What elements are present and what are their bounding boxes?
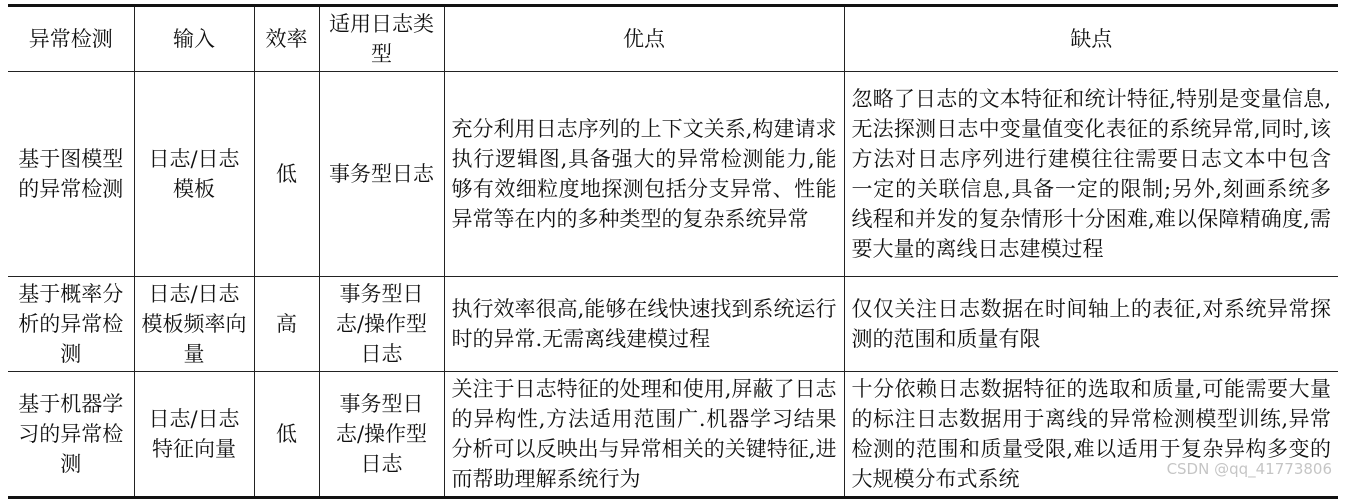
cell-pros: 充分利用日志序列的上下文关系,构建请求执行逻辑图,具备强大的异常检测能力,能够有效细粒度地探测包括分支异常、性能异常等在内的多种类型的复杂系统异常 — [444, 72, 844, 277]
table-row — [8, 372, 1338, 498]
cell-log-type: 事务型日志/操作型日志 — [319, 277, 444, 372]
cell-cons: 十分依赖日志数据特征的选取和质量,可能需要大量的标注日志数据用于离线的异常检测模型训练,异常检测的范围和质量受限,难以适用于复杂异构多变的大规模分布式系统 — [844, 372, 1338, 498]
cell-input: 日志/日志模板频率向量 — [134, 277, 254, 372]
header-method: 异常检测 — [8, 6, 134, 72]
table-row — [8, 72, 1338, 277]
cell-efficiency: 高 — [254, 277, 319, 372]
cell-log-type: 事务型日志/操作型日志 — [319, 372, 444, 498]
cell-cons: 仅仅关注日志数据在时间轴上的表征,对系统异常探测的范围和质量有限 — [844, 277, 1338, 372]
cell-method: 基于图模型的异常检测 — [8, 72, 134, 277]
cell-method: 基于机器学习的异常检测 — [8, 372, 134, 498]
header-row — [8, 6, 1338, 72]
cell-log-type: 事务型日志 — [319, 72, 444, 277]
header-cons: 缺点 — [844, 6, 1338, 72]
watermark: CSDN @qq_41773806 — [1166, 460, 1332, 478]
table-row — [8, 277, 1338, 372]
cell-efficiency: 低 — [254, 72, 319, 277]
header-efficiency: 效率 — [254, 6, 319, 72]
cell-input: 日志/日志特征向量 — [134, 372, 254, 498]
cell-cons: 忽略了日志的文本特征和统计特征,特别是变量信息,无法探测日志中变量值变化表征的系统异常,同时,该方法对日志序列进行建模往往需要日志文本中包含一定的关联信息,具备一定的限制;另外,刻画系统多线程和并发的复杂情形十分困难,难以保障精确度,需要大量的离线日志建模过程 — [844, 72, 1338, 277]
cell-pros: 执行效率很高,能够在线快速找到系统运行时的异常.无需离线建模过程 — [444, 277, 844, 372]
cell-input: 日志/日志模板 — [134, 72, 254, 277]
cell-method: 基于概率分析的异常检测 — [8, 277, 134, 372]
header-pros: 优点 — [444, 6, 844, 72]
comparison-table — [8, 4, 1338, 499]
header-log-type: 适用日志类型 — [319, 6, 444, 72]
header-input: 输入 — [134, 6, 254, 72]
cell-efficiency: 低 — [254, 372, 319, 498]
cell-pros: 关注于日志特征的处理和使用,屏蔽了日志的异构性,方法适用范围广.机器学习结果分析可以反映出与异常相关的关键特征,进而帮助理解系统行为 — [444, 372, 844, 498]
